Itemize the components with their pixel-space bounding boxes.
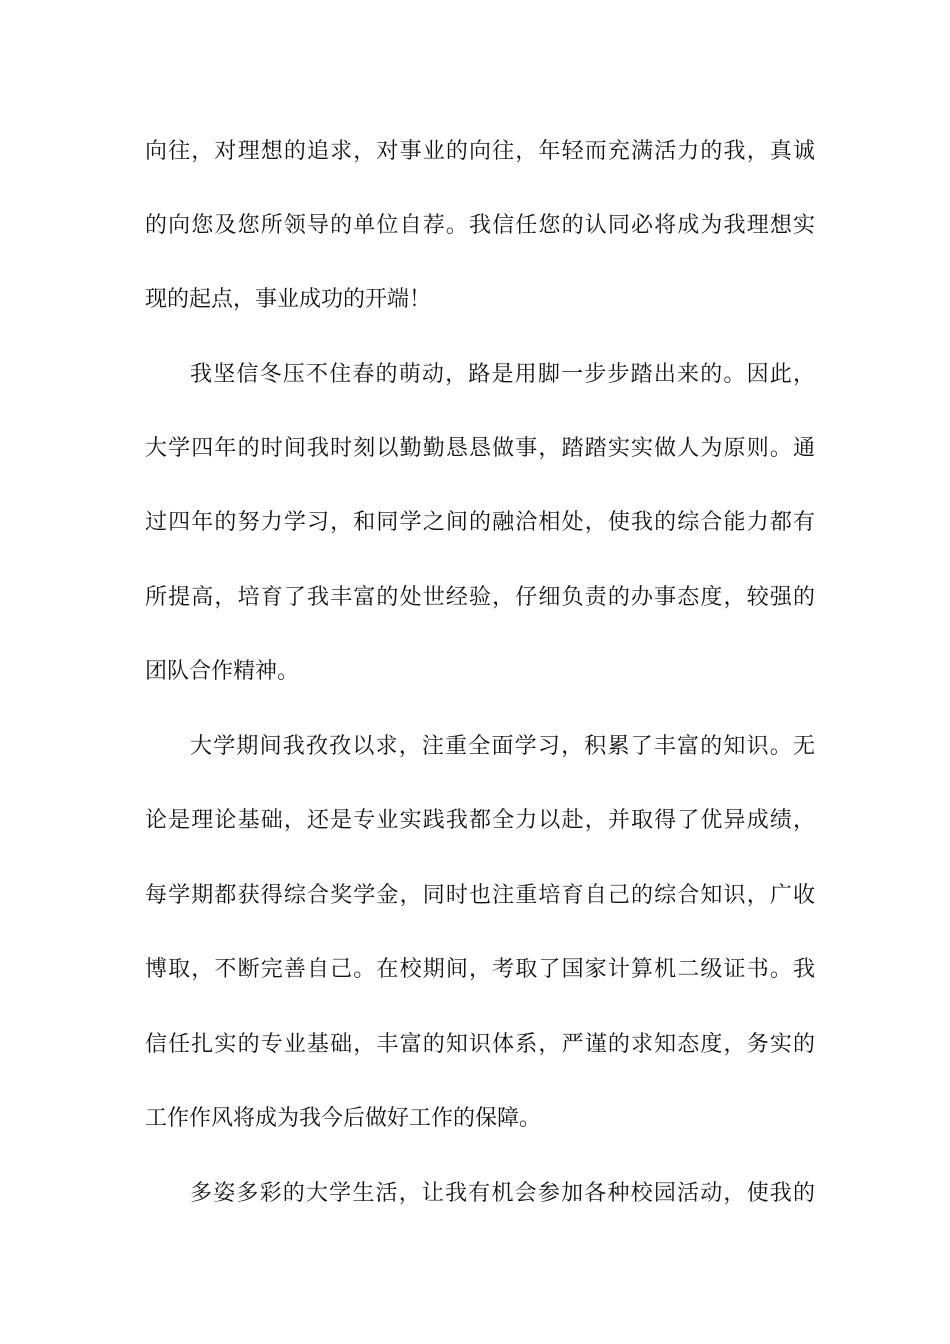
text-line: 团队合作精神。 [145,659,300,684]
text-line: 大学四年的时间我时刻以勤勤恳恳做事，踏踏实实做人为原则。通 [145,436,815,461]
text-line: 我坚信冬压不住春的萌动，路是用脚一步步踏出来的。因此， [190,362,815,387]
text-line: 每学期都获得综合奖学金，同时也注重培育自己的综合知识，广收 [145,883,815,908]
text-line: 向往，对理想的追求，对事业的向往，年轻而充满活力的我，真诚 [145,139,815,164]
text-line: 信任扎实的专业基础，丰富的知识体系，严谨的求知态度，务实的 [145,1032,815,1057]
text-line: 所提高，培育了我丰富的处世经验，仔细负责的办事态度，较强的 [145,585,815,610]
text-line: 大学期间我孜孜以求，注重全面学习，积累了丰富的知识。无 [190,734,815,759]
text-line: 过四年的努力学习，和同学之间的融洽相处，使我的综合能力都有 [145,510,815,535]
text-line: 现的起点，事业成功的开端！ [145,287,432,312]
text-line: 工作作风将成为我今后做好工作的保障。 [145,1106,542,1131]
text-line: 论是理论基础，还是专业实践我都全力以赴，并取得了优异成绩， [145,808,815,833]
text-line: 博取，不断完善自己。在校期间，考取了国家计算机二级证书。我 [145,957,815,982]
text-line: 的向您及您所领导的单位自荐。我信任您的认同必将成为我理想实 [145,213,815,238]
text-line: 多姿多彩的大学生活，让我有机会参加各种校园活动，使我的 [190,1181,815,1206]
